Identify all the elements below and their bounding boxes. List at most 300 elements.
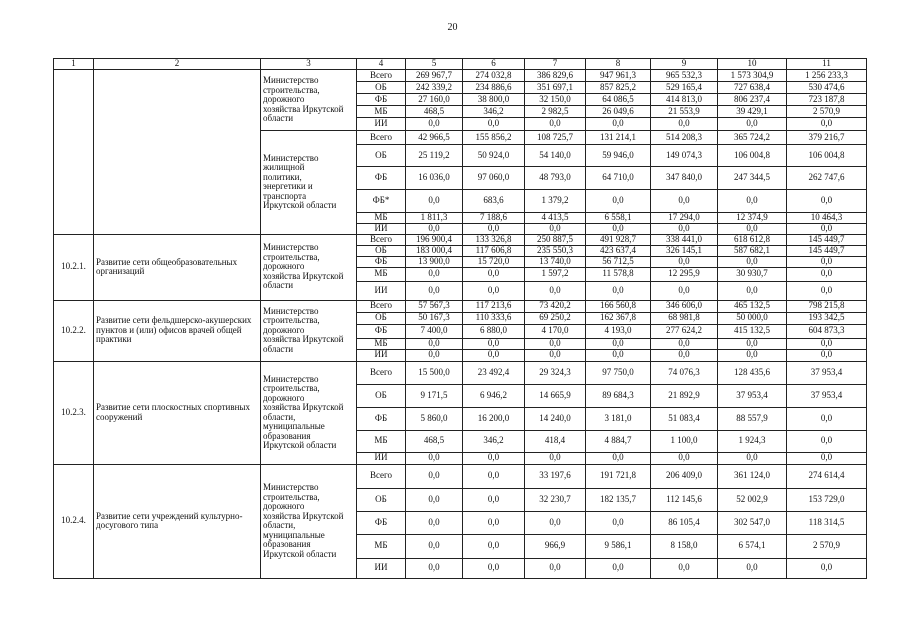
amount-cell: 48 793,0 (525, 167, 586, 190)
amount-cell: 0,0 (586, 224, 651, 235)
amount-cell: 514 208,3 (651, 131, 718, 145)
amount-cell: 0,0 (586, 190, 651, 213)
funding-source: ФБ (357, 256, 406, 267)
amount-cell: 0,0 (406, 464, 463, 488)
funding-source: Всего (357, 300, 406, 312)
amount-cell: 0,0 (525, 558, 586, 578)
amount-cell: 50 167,3 (406, 312, 463, 324)
amount-cell: 0,0 (651, 281, 718, 300)
responsible-executor-line: жилищной (263, 162, 305, 173)
amount-cell: 250 887,5 (525, 234, 586, 245)
amount-cell: 347 840,0 (651, 167, 718, 190)
responsible-executor (261, 464, 357, 578)
header-cell: 7 (525, 59, 586, 70)
amount-cell: 0,0 (463, 558, 525, 578)
amount-cell: 530 474,6 (787, 82, 867, 94)
amount-cell: 0,0 (406, 267, 463, 281)
amount-cell: 97 060,0 (463, 167, 525, 190)
amount-cell: 386 829,6 (525, 70, 586, 82)
amount-cell: 0,0 (463, 488, 525, 511)
responsible-executor-line: области, (263, 411, 296, 422)
amount-cell: 235 550,3 (525, 245, 586, 256)
amount-cell: 33 197,6 (525, 464, 586, 488)
amount-cell: 106 004,8 (787, 145, 867, 167)
amount-cell: 0,0 (525, 118, 586, 131)
responsible-executor (261, 131, 357, 235)
funding-source: ИИ (357, 281, 406, 300)
amount-cell: 16 200,0 (463, 407, 525, 430)
amount-cell: 798 215,8 (787, 300, 867, 312)
amount-cell: 21 553,9 (651, 106, 718, 118)
amount-cell: 32 150,0 (525, 94, 586, 106)
section-code: 10.2.4. (54, 464, 94, 578)
responsible-executor-line: дорожного (263, 392, 305, 403)
amount-cell: 365 724,2 (718, 131, 787, 145)
amount-cell: 6 558,1 (586, 213, 651, 224)
amount-cell: 857 825,2 (586, 82, 651, 94)
amount-cell: 117 606,8 (463, 245, 525, 256)
amount-cell: 0,0 (406, 511, 463, 534)
amount-cell: 50 000,0 (718, 312, 787, 324)
funding-source: МБ (357, 267, 406, 281)
amount-cell: 0,0 (406, 338, 463, 349)
amount-cell: 2 570,9 (787, 534, 867, 558)
funding-source: МБ (357, 534, 406, 558)
amount-cell: 0,0 (463, 534, 525, 558)
amount-cell: 0,0 (406, 534, 463, 558)
amount-cell: 8 158,0 (651, 534, 718, 558)
amount-cell: 6 880,0 (463, 324, 525, 338)
amount-cell: 2 570,9 (787, 106, 867, 118)
amount-cell: 89 684,3 (586, 384, 651, 407)
amount-cell: 6 574,1 (718, 534, 787, 558)
amount-cell: 23 492,4 (463, 361, 525, 384)
amount-cell: 0,0 (718, 338, 787, 349)
amount-cell: 128 435,6 (718, 361, 787, 384)
amount-cell: 0,0 (463, 118, 525, 131)
header-row (54, 59, 867, 70)
table-row (54, 234, 867, 245)
funding-source: Всего (357, 70, 406, 82)
amount-cell: 1 811,3 (406, 213, 463, 224)
amount-cell: 149 074,3 (651, 145, 718, 167)
amount-cell: 69 250,2 (525, 312, 586, 324)
amount-cell: 97 750,0 (586, 361, 651, 384)
amount-cell: 117 213,6 (463, 300, 525, 312)
section-code: 10.2.2. (54, 300, 94, 361)
header-cell: 4 (357, 59, 406, 70)
amount-cell: 0,0 (718, 256, 787, 267)
amount-cell: 338 441,0 (651, 234, 718, 245)
funding-source: Всего (357, 464, 406, 488)
section-code: 10.2.1. (54, 234, 94, 300)
amount-cell: 13 900,0 (406, 256, 463, 267)
amount-cell: 30 930,7 (718, 267, 787, 281)
section-title: Развитие сети плоскостных спортивных сооружений (94, 361, 261, 464)
amount-cell: 9 171,5 (406, 384, 463, 407)
amount-cell: 0,0 (718, 558, 787, 578)
amount-cell: 54 140,0 (525, 145, 586, 167)
amount-cell: 274 032,8 (463, 70, 525, 82)
amount-cell: 0,0 (787, 224, 867, 235)
responsible-executor-line: образования (263, 539, 311, 549)
amount-cell: 723 187,8 (787, 94, 867, 106)
funding-source: ФБ (357, 324, 406, 338)
amount-cell: 4 170,0 (525, 324, 586, 338)
amount-cell: 57 567,3 (406, 300, 463, 312)
responsible-executor-line: строительства, (263, 315, 320, 326)
amount-cell: 0,0 (787, 256, 867, 267)
amount-cell: 0,0 (525, 349, 586, 361)
amount-cell: 108 725,7 (525, 131, 586, 145)
amount-cell: 14 240,0 (525, 407, 586, 430)
amount-cell: 966,9 (525, 534, 586, 558)
amount-cell: 0,0 (406, 190, 463, 213)
section-title: Развитие сети общеобразовательных организаций (94, 234, 261, 300)
responsible-executor-line: области (263, 343, 294, 354)
amount-cell: 302 547,0 (718, 511, 787, 534)
amount-cell: 38 800,0 (463, 94, 525, 106)
responsible-executor-line: дорожного (263, 261, 305, 272)
responsible-executor-line: Министерство (263, 373, 319, 384)
amount-cell: 0,0 (718, 190, 787, 213)
amount-cell: 0,0 (718, 118, 787, 131)
amount-cell: 0,0 (787, 430, 867, 452)
amount-cell: 346,2 (463, 106, 525, 118)
responsible-executor (261, 234, 357, 300)
amount-cell: 1 924,3 (718, 430, 787, 452)
amount-cell: 0,0 (586, 452, 651, 464)
amount-cell: 27 160,0 (406, 94, 463, 106)
amount-cell: 56 712,5 (586, 256, 651, 267)
amount-cell: 379 216,7 (787, 131, 867, 145)
amount-cell: 0,0 (651, 118, 718, 131)
amount-cell: 4 413,5 (525, 213, 586, 224)
amount-cell: 166 560,8 (586, 300, 651, 312)
amount-cell: 182 135,7 (586, 488, 651, 511)
amount-cell: 64 086,5 (586, 94, 651, 106)
amount-cell: 14 665,9 (525, 384, 586, 407)
amount-cell: 50 924,0 (463, 145, 525, 167)
amount-cell: 39 429,1 (718, 106, 787, 118)
amount-cell: 0,0 (586, 558, 651, 578)
responsible-executor-line: дорожного (263, 501, 305, 511)
amount-cell: 26 049,6 (586, 106, 651, 118)
table-row (54, 464, 867, 488)
amount-cell: 1 256 233,3 (787, 70, 867, 82)
amount-cell: 0,0 (651, 338, 718, 349)
section-code (54, 70, 94, 235)
amount-cell: 12 374,9 (718, 213, 787, 224)
amount-cell: 0,0 (586, 281, 651, 300)
amount-cell: 1 100,0 (651, 430, 718, 452)
amount-cell: 4 884,7 (586, 430, 651, 452)
responsible-executor-line: муниципальные (263, 421, 325, 431)
responsible-executor-line: образования (263, 430, 311, 441)
header-cell: 11 (787, 59, 867, 70)
amount-cell: 468,5 (406, 106, 463, 118)
amount-cell: 0,0 (406, 281, 463, 300)
table-row (54, 361, 867, 384)
amount-cell: 0,0 (406, 452, 463, 464)
section-code: 10.2.3. (54, 361, 94, 464)
amount-cell: 1 597,2 (525, 267, 586, 281)
amount-cell: 131 214,1 (586, 131, 651, 145)
section-title: Развитие сети фельдшерско-акушерских пунктов и (или) офисов врачей общей практики (94, 300, 261, 361)
amount-cell: 965 532,3 (651, 70, 718, 82)
funding-source: Всего (357, 131, 406, 145)
funding-source: ИИ (357, 118, 406, 131)
amount-cell: 0,0 (651, 256, 718, 267)
funding-source: ОБ (357, 145, 406, 167)
amount-cell: 0,0 (787, 349, 867, 361)
amount-cell: 17 294,0 (651, 213, 718, 224)
funding-source: Всего (357, 234, 406, 245)
amount-cell: 0,0 (787, 452, 867, 464)
amount-cell: 29 324,3 (525, 361, 586, 384)
budget-table (53, 58, 867, 579)
funding-source: ФБ (357, 167, 406, 190)
funding-source: ОБ (357, 488, 406, 511)
responsible-executor-line: хозяйства Иркутской (263, 510, 344, 521)
page-number: 20 (447, 22, 458, 33)
section-title (94, 70, 261, 235)
amount-cell: 37 953,4 (787, 384, 867, 407)
amount-cell: 0,0 (525, 281, 586, 300)
amount-cell: 0,0 (651, 190, 718, 213)
responsible-executor-line: Министерство (263, 482, 319, 492)
amount-cell: 74 076,3 (651, 361, 718, 384)
funding-source: ИИ (357, 558, 406, 578)
funding-source: МБ (357, 213, 406, 224)
amount-cell: 326 145,1 (651, 245, 718, 256)
responsible-executor-line: дорожного (263, 94, 305, 105)
responsible-executor-line: Иркутской области (263, 548, 337, 559)
table-row (54, 300, 867, 312)
header-cell: 6 (463, 59, 525, 70)
amount-cell: 145 449,7 (787, 234, 867, 245)
amount-cell: 153 729,0 (787, 488, 867, 511)
amount-cell: 0,0 (525, 452, 586, 464)
amount-cell: 0,0 (463, 349, 525, 361)
amount-cell: 37 953,4 (718, 384, 787, 407)
header-cell: 1 (54, 59, 94, 70)
amount-cell: 0,0 (651, 224, 718, 235)
funding-source: ОБ (357, 312, 406, 324)
responsible-executor-line: области (263, 280, 294, 291)
amount-cell: 5 860,0 (406, 407, 463, 430)
amount-cell: 0,0 (463, 281, 525, 300)
amount-cell: 0,0 (651, 452, 718, 464)
amount-cell: 64 710,0 (586, 167, 651, 190)
amount-cell: 0,0 (718, 349, 787, 361)
funding-source: ИИ (357, 452, 406, 464)
amount-cell: 0,0 (787, 407, 867, 430)
amount-cell: 274 614,4 (787, 464, 867, 488)
amount-cell: 0,0 (787, 267, 867, 281)
responsible-executor-line: хозяйства Иркутской (263, 334, 344, 345)
amount-cell: 0,0 (787, 558, 867, 578)
amount-cell: 0,0 (406, 349, 463, 361)
amount-cell: 351 697,1 (525, 82, 586, 94)
funding-source: МБ (357, 430, 406, 452)
responsible-executor-line: строительства, (263, 383, 320, 393)
section-title: Развитие сети учреждений культурно-досугового типа (94, 464, 261, 578)
header-cell: 10 (718, 59, 787, 70)
amount-cell: 0,0 (525, 511, 586, 534)
amount-cell: 0,0 (718, 452, 787, 464)
amount-cell: 6 946,2 (463, 384, 525, 407)
responsible-executor-line: строительства, (263, 491, 320, 502)
amount-cell: 3 181,0 (586, 407, 651, 430)
amount-cell: 0,0 (651, 349, 718, 361)
responsible-executor (261, 361, 357, 464)
table-row (54, 70, 867, 82)
amount-cell: 21 892,9 (651, 384, 718, 407)
amount-cell: 191 721,8 (586, 464, 651, 488)
amount-cell: 183 000,4 (406, 245, 463, 256)
amount-cell: 162 367,8 (586, 312, 651, 324)
amount-cell: 683,6 (463, 190, 525, 213)
amount-cell: 196 900,4 (406, 234, 463, 245)
amount-cell: 37 953,4 (787, 361, 867, 384)
amount-cell: 2 982,5 (525, 106, 586, 118)
amount-cell: 0,0 (586, 338, 651, 349)
amount-cell: 0,0 (787, 281, 867, 300)
amount-cell: 145 449,7 (787, 245, 867, 256)
funding-source: ИИ (357, 349, 406, 361)
responsible-executor-line: хозяйства Иркутской (263, 103, 344, 114)
amount-cell: 415 132,5 (718, 324, 787, 338)
amount-cell: 491 928,7 (586, 234, 651, 245)
amount-cell: 110 333,6 (463, 312, 525, 324)
amount-cell: 13 740,0 (525, 256, 586, 267)
responsible-executor (261, 300, 357, 361)
amount-cell: 10 464,3 (787, 213, 867, 224)
amount-cell: 0,0 (463, 511, 525, 534)
amount-cell: 529 165,4 (651, 82, 718, 94)
header-cell: 5 (406, 59, 463, 70)
responsible-executor-line: строительства, (263, 251, 320, 262)
amount-cell: 587 682,1 (718, 245, 787, 256)
funding-source: ФБ (357, 511, 406, 534)
amount-cell: 0,0 (651, 558, 718, 578)
funding-source: ИИ (357, 224, 406, 235)
amount-cell: 206 409,0 (651, 464, 718, 488)
responsible-executor-line: области (263, 113, 294, 124)
amount-cell: 51 083,4 (651, 407, 718, 430)
responsible-executor (261, 70, 357, 131)
amount-cell: 947 961,3 (586, 70, 651, 82)
responsible-executor-line: хозяйства Иркутской (263, 270, 344, 281)
amount-cell: 0,0 (463, 452, 525, 464)
amount-cell: 133 326,8 (463, 234, 525, 245)
funding-source: МБ (357, 338, 406, 349)
responsible-executor-line: Министерство (263, 75, 319, 86)
amount-cell: 193 342,5 (787, 312, 867, 324)
amount-cell: 361 124,0 (718, 464, 787, 488)
amount-cell: 86 105,4 (651, 511, 718, 534)
amount-cell: 247 344,5 (718, 167, 787, 190)
amount-cell: 4 193,0 (586, 324, 651, 338)
amount-cell: 0,0 (525, 224, 586, 235)
funding-source: ФБ (357, 94, 406, 106)
amount-cell: 0,0 (787, 190, 867, 213)
amount-cell: 414 813,0 (651, 94, 718, 106)
amount-cell: 0,0 (463, 338, 525, 349)
amount-cell: 465 132,5 (718, 300, 787, 312)
amount-cell: 234 886,6 (463, 82, 525, 94)
responsible-executor-line: Иркутской области (263, 440, 337, 450)
amount-cell: 0,0 (406, 488, 463, 511)
amount-cell: 88 557,9 (718, 407, 787, 430)
amount-cell: 0,0 (718, 281, 787, 300)
amount-cell: 0,0 (525, 338, 586, 349)
amount-cell: 0,0 (406, 558, 463, 578)
amount-cell: 0,0 (586, 349, 651, 361)
responsible-executor-line: Министерство (263, 305, 319, 316)
responsible-executor-line: строительства, (263, 84, 320, 95)
responsible-executor-line: транспорта (263, 190, 307, 201)
amount-cell: 1 573 304,9 (718, 70, 787, 82)
funding-source: Всего (357, 361, 406, 384)
amount-cell: 262 747,6 (787, 167, 867, 190)
header-cell: 3 (261, 59, 357, 70)
amount-cell: 277 624,2 (651, 324, 718, 338)
amount-cell: 15 720,0 (463, 256, 525, 267)
amount-cell: 0,0 (463, 224, 525, 235)
funding-source: ОБ (357, 245, 406, 256)
amount-cell: 68 981,8 (651, 312, 718, 324)
amount-cell: 118 314,5 (787, 511, 867, 534)
amount-cell: 418,4 (525, 430, 586, 452)
amount-cell: 7 400,0 (406, 324, 463, 338)
amount-cell: 618 612,8 (718, 234, 787, 245)
amount-cell: 1 379,2 (525, 190, 586, 213)
responsible-executor-line: области, (263, 520, 296, 530)
amount-cell: 155 856,2 (463, 131, 525, 145)
responsible-executor-line: Министерство (263, 242, 319, 253)
amount-cell: 0,0 (463, 464, 525, 488)
amount-cell: 9 586,1 (586, 534, 651, 558)
funding-source: МБ (357, 106, 406, 118)
amount-cell: 0,0 (463, 267, 525, 281)
amount-cell: 12 295,9 (651, 267, 718, 281)
amount-cell: 269 967,7 (406, 70, 463, 82)
amount-cell: 0,0 (787, 338, 867, 349)
header-cell: 2 (94, 59, 261, 70)
amount-cell: 73 420,2 (525, 300, 586, 312)
amount-cell: 11 578,8 (586, 267, 651, 281)
amount-cell: 32 230,7 (525, 488, 586, 511)
responsible-executor-line: энергетики и (263, 181, 313, 192)
amount-cell: 346 606,0 (651, 300, 718, 312)
amount-cell: 52 002,9 (718, 488, 787, 511)
amount-cell: 106 004,8 (718, 145, 787, 167)
header-cell: 9 (651, 59, 718, 70)
responsible-executor-line: муниципальные (263, 529, 325, 540)
amount-cell: 0,0 (718, 224, 787, 235)
amount-cell: 42 966,5 (406, 131, 463, 145)
amount-cell: 0,0 (406, 118, 463, 131)
funding-source: ФБ* (357, 190, 406, 213)
funding-source: ОБ (357, 82, 406, 94)
amount-cell: 25 119,2 (406, 145, 463, 167)
amount-cell: 423 637,4 (586, 245, 651, 256)
amount-cell: 112 145,6 (651, 488, 718, 511)
funding-source: ФБ (357, 407, 406, 430)
table-body (54, 59, 867, 579)
